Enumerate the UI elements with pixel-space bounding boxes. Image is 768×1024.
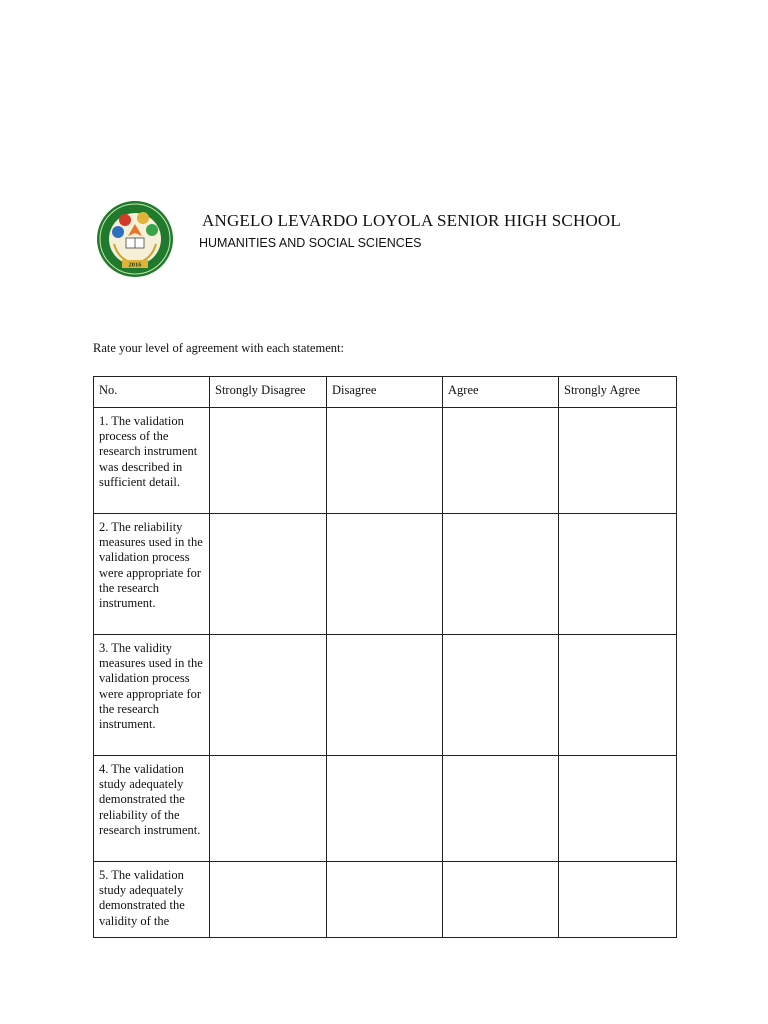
instruction-text: Rate your level of agreement with each statement: [93, 341, 344, 355]
school-name: ANGELO LEVARDO LOYOLA SENIOR HIGH SCHOOL [202, 211, 621, 230]
rating-cell-disagree[interactable] [327, 756, 443, 862]
rating-cell-strongly-agree[interactable] [559, 408, 677, 514]
table-row [94, 756, 677, 862]
rating-cell-agree[interactable] [443, 635, 559, 756]
rating-cell-agree[interactable] [443, 408, 559, 514]
header-no: No. [94, 377, 210, 408]
statement-cell: 5. The validation study adequately demonstrated the validity of the [94, 862, 210, 938]
table-header-row [94, 377, 677, 408]
table-row [94, 514, 677, 635]
logo-year: 2016 [128, 261, 142, 269]
table-row [94, 408, 677, 514]
rating-cell-strongly-disagree[interactable] [210, 408, 327, 514]
rating-cell-strongly-disagree[interactable] [210, 756, 327, 862]
document-header [96, 200, 696, 280]
statement-cell: 2. The reliability measures used in the validation process were appropriate for the research instrument. [94, 514, 210, 635]
rating-cell-strongly-disagree[interactable] [210, 635, 327, 756]
school-logo [96, 200, 174, 278]
header-strongly-agree: Strongly Agree [559, 377, 677, 408]
rating-cell-disagree[interactable] [327, 862, 443, 938]
statement-cell: 3. The validity measures used in the validation process were appropriate for the research instrument. [94, 635, 210, 756]
rating-table [93, 376, 677, 938]
header-strongly-disagree: Strongly Disagree [210, 377, 327, 408]
rating-cell-strongly-agree[interactable] [559, 635, 677, 756]
rating-cell-disagree[interactable] [327, 408, 443, 514]
rating-cell-agree[interactable] [443, 514, 559, 635]
rating-cell-agree[interactable] [443, 756, 559, 862]
rating-cell-strongly-agree[interactable] [559, 756, 677, 862]
header-agree: Agree [443, 377, 559, 408]
department-name: HUMANITIES AND SOCIAL SCIENCES [199, 236, 422, 250]
rating-cell-strongly-disagree[interactable] [210, 862, 327, 938]
statement-cell: 1. The validation process of the research instrument was described in sufficient detail. [94, 408, 210, 514]
rating-cell-strongly-agree[interactable] [559, 862, 677, 938]
rating-cell-agree[interactable] [443, 862, 559, 938]
table-row [94, 635, 677, 756]
header-disagree: Disagree [327, 377, 443, 408]
rating-cell-disagree[interactable] [327, 635, 443, 756]
table-row [94, 862, 677, 938]
rating-cell-strongly-agree[interactable] [559, 514, 677, 635]
statement-cell: 4. The validation study adequately demonstrated the reliability of the research instrument. [94, 756, 210, 862]
rating-cell-disagree[interactable] [327, 514, 443, 635]
rating-cell-strongly-disagree[interactable] [210, 514, 327, 635]
